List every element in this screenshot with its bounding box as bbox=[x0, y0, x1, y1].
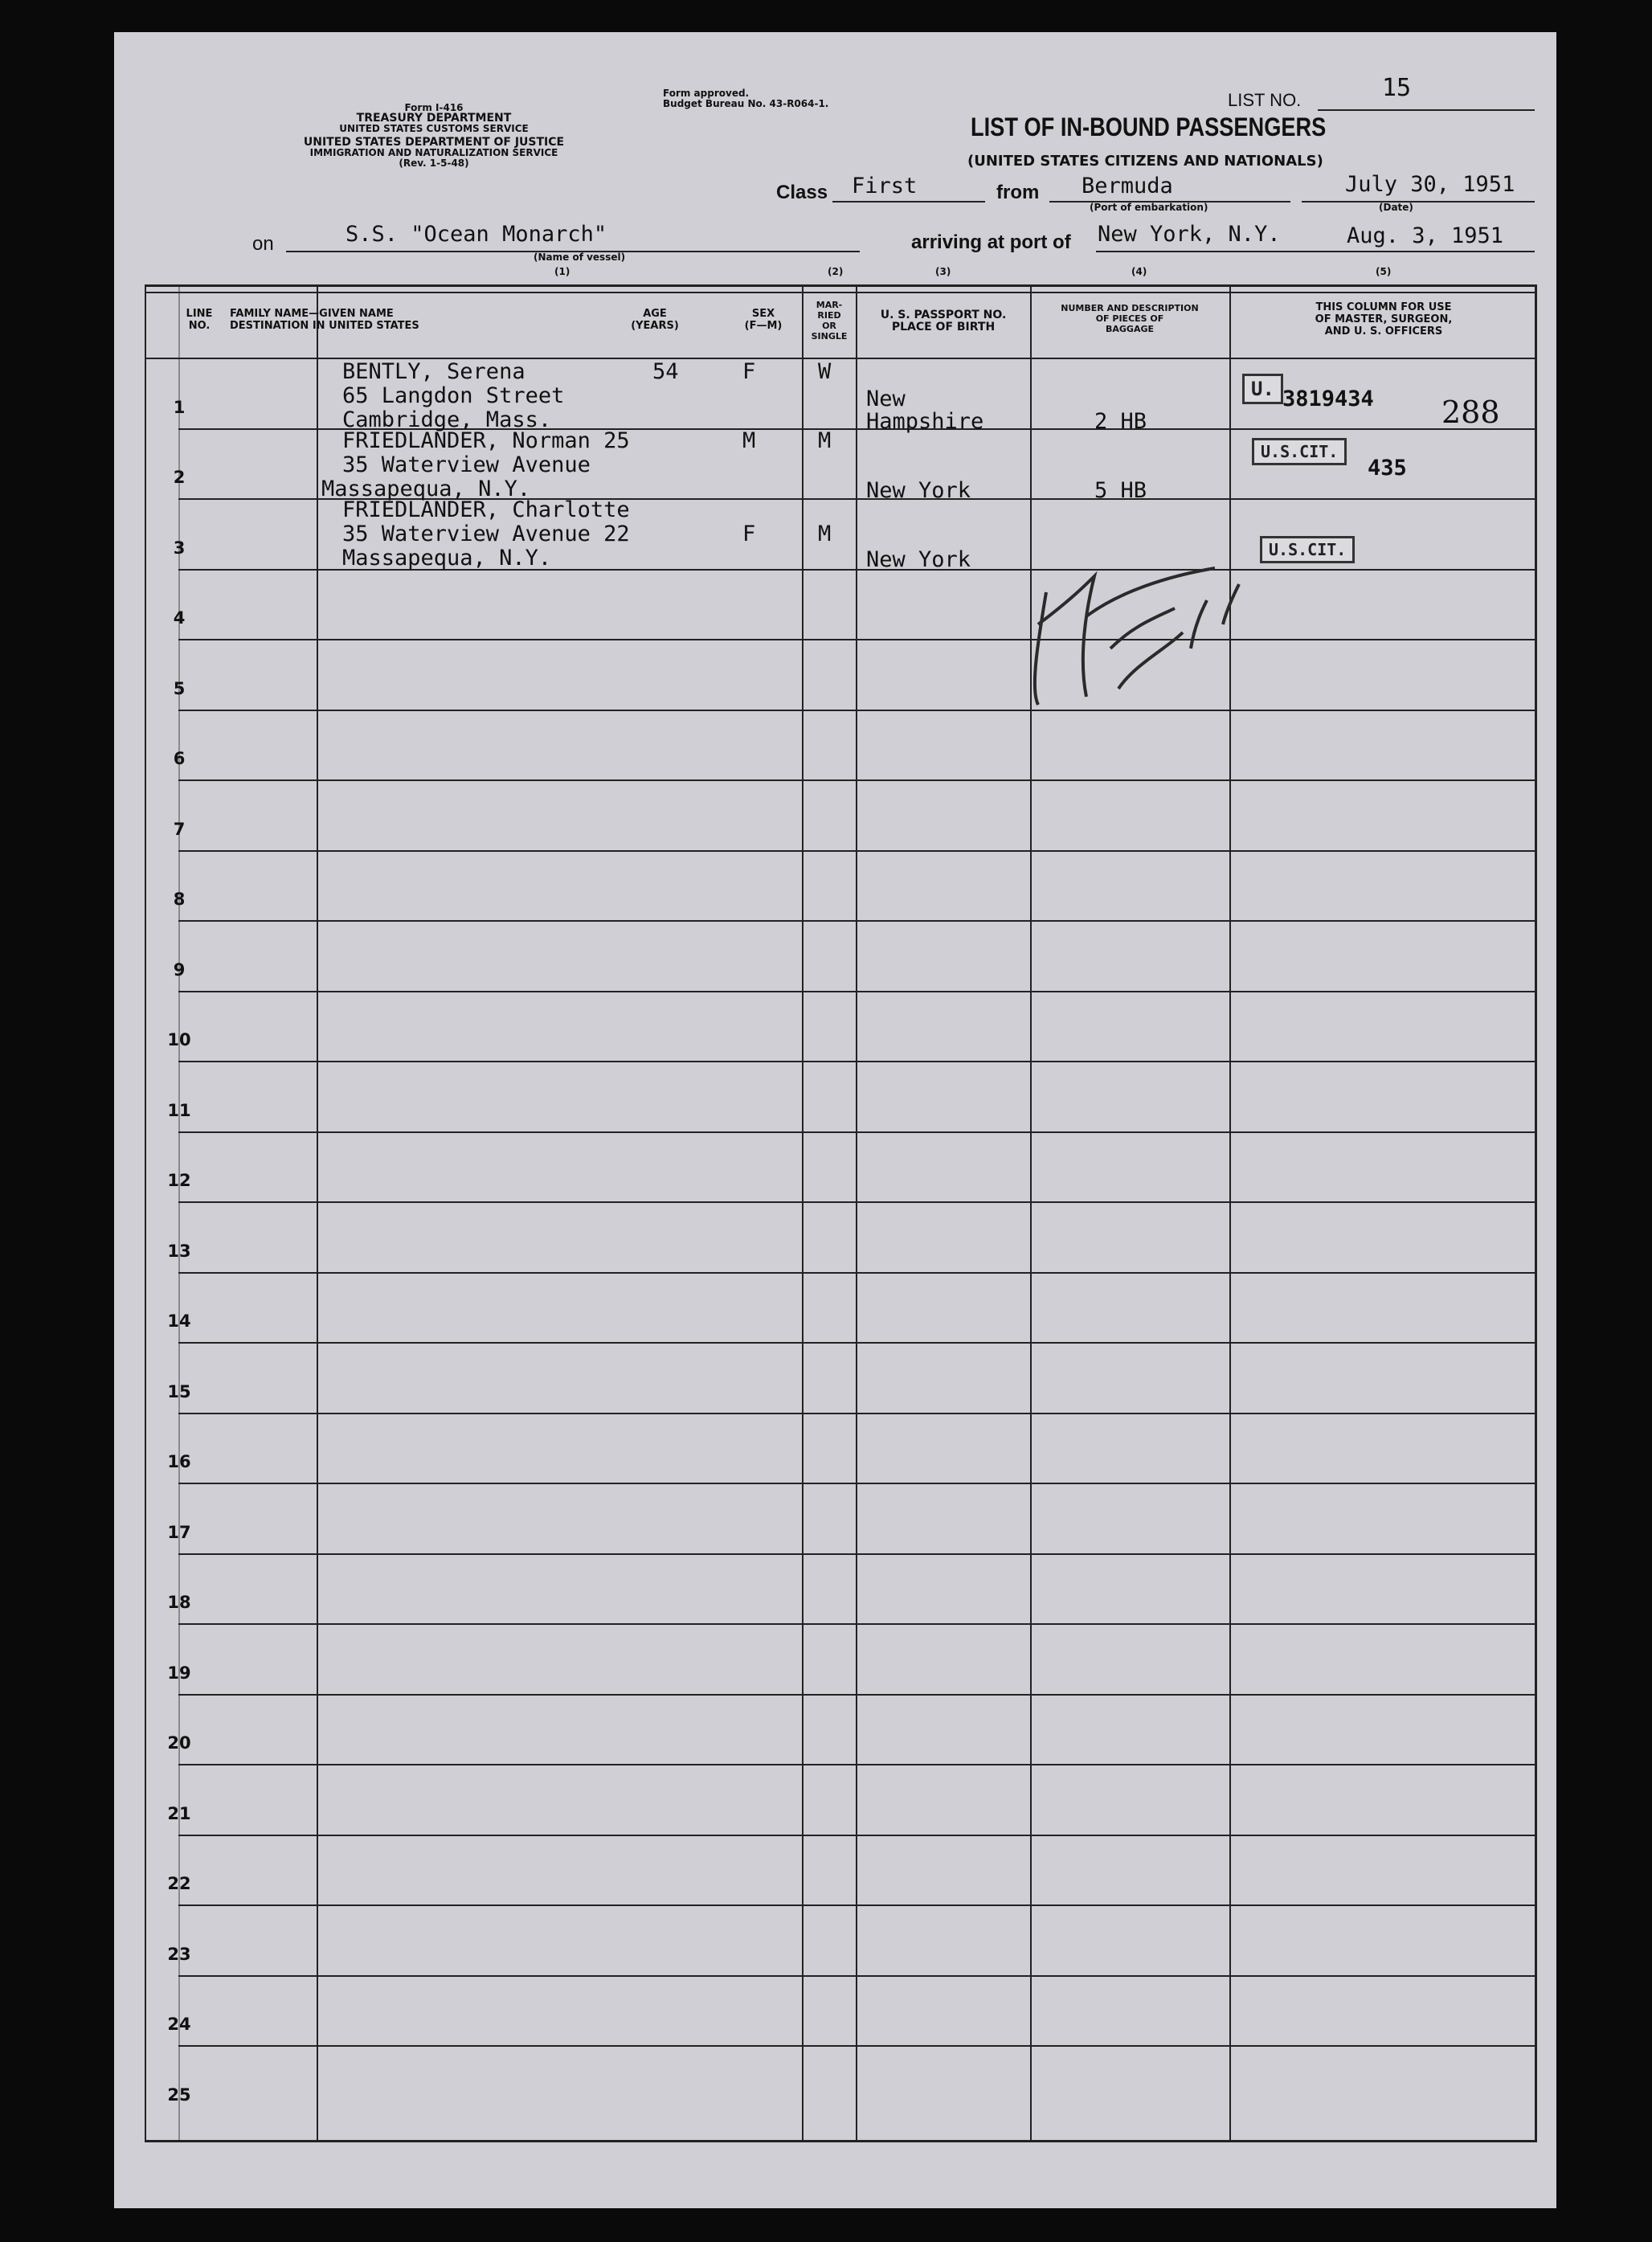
list-no-label: LIST NO. bbox=[1228, 90, 1302, 110]
row-rule bbox=[178, 1694, 1535, 1696]
line-number: 14 bbox=[167, 1311, 191, 1331]
row-rule bbox=[178, 2045, 1535, 2047]
customs-service: UNITED STATES CUSTOMS SERVICE bbox=[339, 123, 529, 134]
line-number: 10 bbox=[167, 1030, 191, 1049]
list-no-underline bbox=[1318, 109, 1535, 111]
vessel-caption: (Name of vessel) bbox=[534, 252, 626, 263]
page-title: LIST OF IN-BOUND PASSENGERS bbox=[971, 113, 1327, 141]
passenger-2-baggage: 5 HB bbox=[1094, 478, 1147, 503]
row-rule bbox=[178, 1975, 1535, 1977]
passenger-3-marital: M bbox=[818, 522, 832, 546]
arriving-label: arriving at port of bbox=[911, 231, 1071, 253]
passenger-1-officer-note: 3819434 bbox=[1282, 387, 1374, 411]
row-rule bbox=[178, 1201, 1535, 1203]
col-header-married: MAR- RIED OR SINGLE bbox=[811, 300, 848, 342]
passenger-2-name: FRIEDLANDER, Norman 25 bbox=[342, 428, 630, 453]
depart-date: July 30, 1951 bbox=[1345, 172, 1515, 197]
col-header-officers: THIS COLUMN FOR USE OF MASTER, SURGEON, AND U. S. OFFICERS bbox=[1315, 301, 1453, 338]
arrival-underline bbox=[1096, 251, 1535, 252]
from-caption: (Port of embarkation) bbox=[1090, 202, 1208, 213]
line-number: 1 bbox=[173, 397, 186, 417]
passenger-3-address-1: 35 Waterview Avenue 22 bbox=[342, 522, 630, 546]
justice-dept: UNITED STATES DEPARTMENT OF JUSTICE bbox=[303, 136, 565, 149]
line-number: 22 bbox=[167, 1874, 191, 1893]
passenger-3-stamp: U.S.CIT. bbox=[1260, 536, 1355, 563]
row-rule bbox=[178, 1272, 1535, 1274]
passenger-1-extra-note: 288 bbox=[1441, 395, 1500, 430]
passenger-1-birth-2: Hampshire bbox=[866, 409, 984, 434]
passenger-2-birth: New York bbox=[866, 478, 971, 503]
passenger-3-sex: F bbox=[742, 522, 756, 546]
arrival-port: New York, N.Y. bbox=[1098, 222, 1281, 247]
date-underline bbox=[1302, 201, 1535, 203]
line-number: 2 bbox=[173, 468, 186, 487]
row-rule bbox=[178, 1131, 1535, 1133]
passenger-table bbox=[145, 284, 1537, 2142]
class-value: First bbox=[852, 174, 918, 198]
line-number: 16 bbox=[167, 1452, 191, 1471]
line-number: 3 bbox=[173, 538, 186, 558]
passenger-1-sex: F bbox=[742, 359, 756, 384]
row-rule bbox=[178, 1764, 1535, 1765]
row-rule bbox=[178, 1835, 1535, 1836]
col-divider-line bbox=[317, 287, 318, 2140]
col-header-sex: SEX (F—M) bbox=[744, 308, 783, 332]
line-number: 20 bbox=[167, 1733, 191, 1753]
passenger-1-stamp: U. bbox=[1242, 374, 1283, 404]
row-rule bbox=[178, 1904, 1535, 1906]
class-underline bbox=[832, 201, 985, 203]
line-number: 15 bbox=[167, 1381, 191, 1401]
passenger-3-address-2: Massapequa, N.Y. bbox=[342, 546, 552, 571]
col-divider-line bbox=[856, 287, 857, 2140]
col-header-name: FAMILY NAME—GIVEN NAME DESTINATION IN UNITED STATES bbox=[230, 308, 419, 332]
col-header-line-no: LINE NO. bbox=[186, 308, 213, 332]
treasury-dept: TREASURY DEPARTMENT bbox=[356, 112, 512, 125]
line-number: 4 bbox=[173, 608, 186, 628]
line-number: 5 bbox=[173, 678, 186, 698]
passenger-2-officer-note: 435 bbox=[1368, 456, 1407, 481]
column-number-2: (2) bbox=[828, 266, 844, 277]
row-rule bbox=[178, 710, 1535, 711]
arrival-date: Aug. 3, 1951 bbox=[1347, 223, 1504, 248]
row-rule bbox=[178, 1342, 1535, 1344]
line-number: 8 bbox=[173, 890, 186, 909]
line-number: 13 bbox=[167, 1241, 191, 1261]
passenger-2-address-1: 35 Waterview Avenue bbox=[342, 452, 591, 477]
from-value: Bermuda bbox=[1082, 174, 1173, 198]
passenger-1-baggage: 2 HB bbox=[1094, 409, 1147, 434]
table-edge-line bbox=[178, 287, 180, 2140]
row-rule bbox=[178, 1623, 1535, 1625]
row-rule bbox=[178, 1061, 1535, 1062]
row-rule bbox=[178, 639, 1535, 640]
form-approved: Form approved. bbox=[663, 88, 750, 99]
line-number: 25 bbox=[167, 2084, 191, 2105]
col-header-baggage: NUMBER AND DESCRIPTION OF PIECES OF BAGGAGE bbox=[1061, 303, 1199, 334]
table-top-inner-rule bbox=[146, 292, 1535, 293]
line-number: 11 bbox=[167, 1100, 191, 1120]
list-no-value: 15 bbox=[1382, 74, 1412, 102]
row-rule bbox=[178, 779, 1535, 781]
column-number-3: (3) bbox=[935, 266, 951, 277]
passenger-1-birth-1: New bbox=[866, 387, 906, 411]
line-number: 18 bbox=[167, 1593, 191, 1612]
passenger-2-sex: M bbox=[742, 428, 756, 453]
row-rule bbox=[178, 920, 1535, 922]
line-number: 19 bbox=[167, 1663, 191, 1683]
vessel-name: S.S. "Ocean Monarch" bbox=[346, 222, 607, 247]
budget-bureau: Budget Bureau No. 43-R064-1. bbox=[663, 98, 829, 109]
column-number-4: (4) bbox=[1131, 266, 1147, 277]
form-revision: (Rev. 1-5-48) bbox=[399, 158, 469, 169]
form-number: Form I-416 bbox=[404, 102, 464, 113]
passenger-1-age: 54 bbox=[652, 359, 679, 384]
line-number: 6 bbox=[173, 749, 186, 768]
passenger-2-stamp: U.S.CIT. bbox=[1252, 438, 1347, 465]
passenger-2-marital: M bbox=[818, 428, 832, 453]
on-label: on bbox=[252, 233, 274, 255]
row-rule bbox=[178, 991, 1535, 992]
form-agency-block bbox=[257, 103, 611, 169]
passenger-3-name: FRIEDLANDER, Charlotte bbox=[342, 497, 630, 522]
col-divider-line bbox=[802, 287, 804, 2140]
col-header-age: AGE (YEARS) bbox=[631, 308, 679, 332]
column-number-1: (1) bbox=[554, 266, 570, 277]
line-number: 12 bbox=[167, 1171, 191, 1190]
from-label: from bbox=[996, 182, 1040, 203]
line-number: 17 bbox=[167, 1522, 191, 1542]
class-label: Class bbox=[776, 182, 828, 203]
line-number: 7 bbox=[173, 819, 186, 839]
page-subtitle: (UNITED STATES CITIZENS AND NATIONALS) bbox=[967, 153, 1323, 170]
row-rule bbox=[178, 850, 1535, 852]
passenger-2-address-2: Massapequa, N.Y. bbox=[321, 477, 531, 501]
row-rule bbox=[178, 1553, 1535, 1555]
row-rule bbox=[178, 1483, 1535, 1484]
date-caption: (Date) bbox=[1379, 202, 1413, 213]
row-rule bbox=[178, 1413, 1535, 1414]
passenger-1-address-2: Cambridge, Mass. bbox=[342, 407, 552, 432]
immigration-service: IMMIGRATION AND NATURALIZATION SERVICE bbox=[309, 147, 558, 158]
line-number: 9 bbox=[173, 959, 186, 980]
col-header-passport: U. S. PASSPORT NO. PLACE OF BIRTH bbox=[880, 309, 1007, 333]
signature-scribble bbox=[1022, 528, 1279, 729]
passenger-1-name: BENTLY, Serena bbox=[342, 359, 525, 384]
passenger-3-birth: New York bbox=[866, 547, 971, 572]
line-number: 23 bbox=[167, 1944, 191, 1964]
passenger-1-marital: W bbox=[818, 359, 832, 384]
line-number: 21 bbox=[167, 1803, 191, 1823]
line-number: 24 bbox=[167, 2015, 191, 2034]
form-approval bbox=[663, 88, 828, 109]
passenger-1-address-1: 65 Langdon Street bbox=[342, 383, 565, 408]
column-number-5: (5) bbox=[1376, 266, 1392, 277]
